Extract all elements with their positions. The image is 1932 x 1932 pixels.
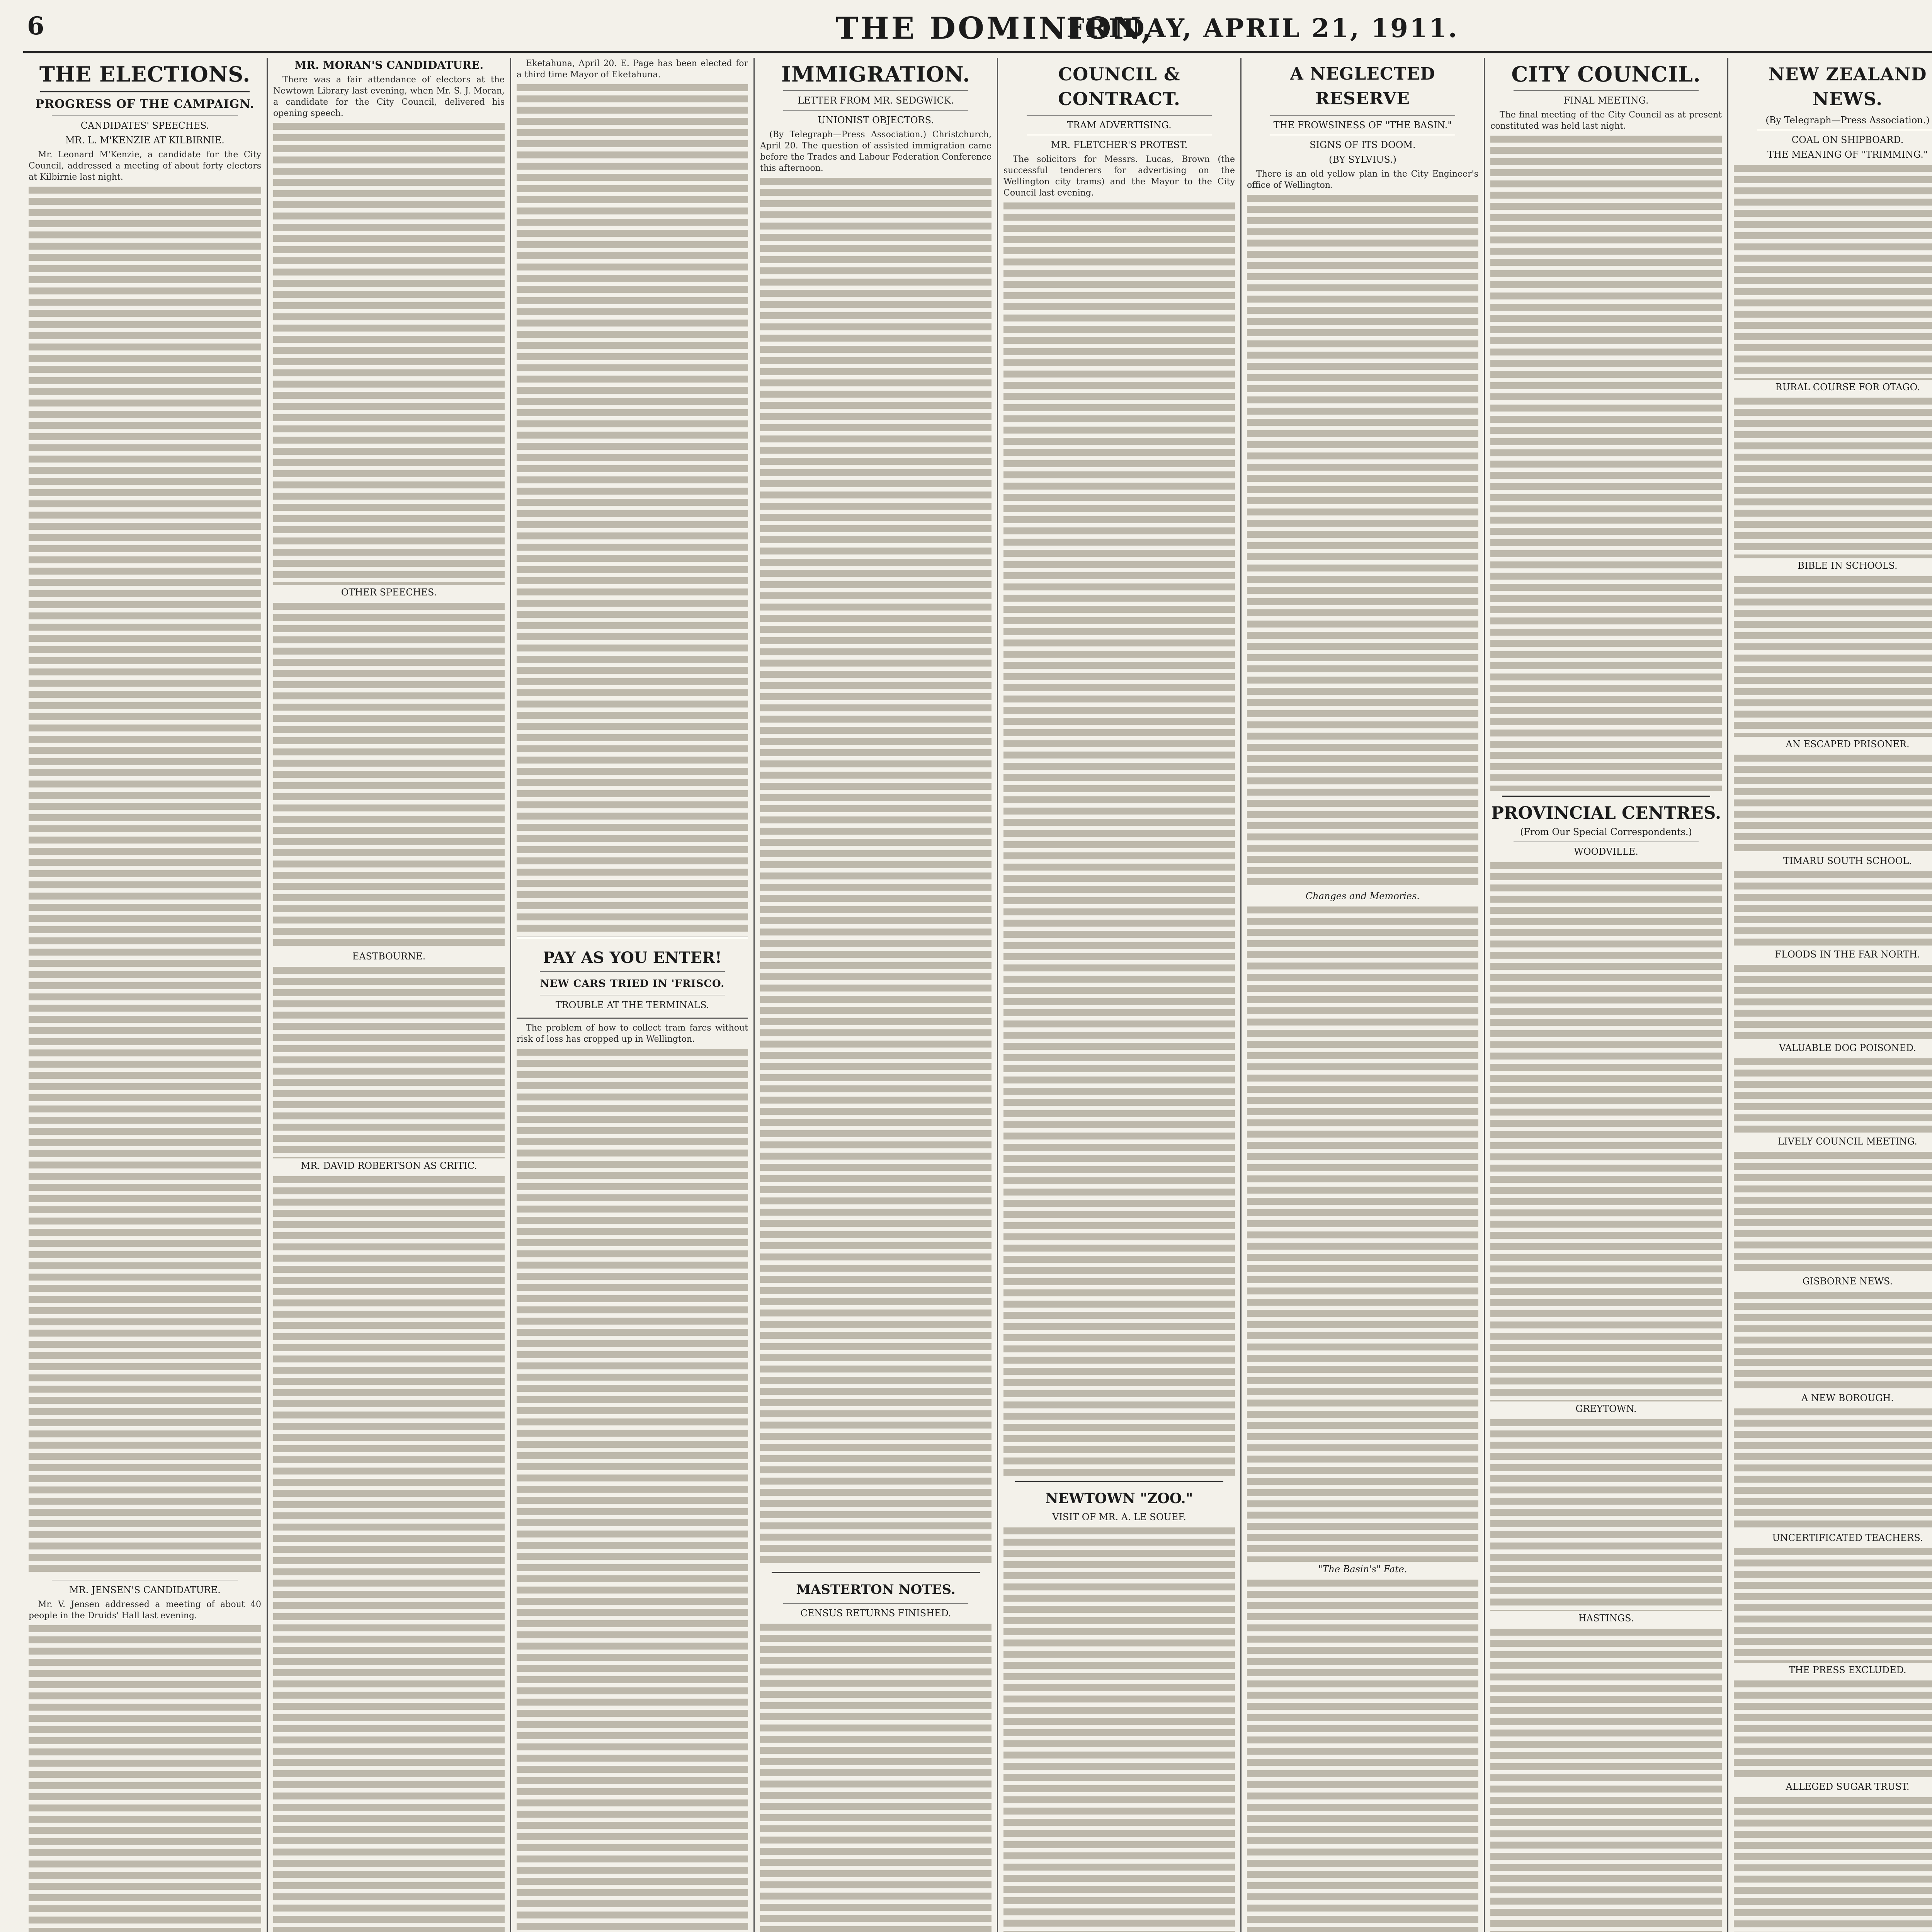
column-heading: IMMIGRATION. <box>781 62 971 87</box>
headline: PAY AS YOU ENTER! <box>543 949 722 967</box>
subheading: LETTER FROM MR. SEDGWICK. <box>798 95 954 106</box>
subheading: FLOODS IN THE FAR NORTH. <box>1775 949 1920 960</box>
subheading: PROGRESS OF THE CAMPAIGN. <box>35 97 255 111</box>
subheading: GREYTOWN. <box>1575 1403 1637 1414</box>
article-paragraph: Mr. V. Jensen addressed a meeting of about 40 people in the Druids' Hall last evening. <box>29 1600 261 1621</box>
subheading: EASTBOURNE. <box>352 951 426 962</box>
subheading: "The Basin's" Fate. <box>1318 1564 1407 1575</box>
subheading: MR. FLETCHER'S PROTEST. <box>1051 139 1188 150</box>
subheading: UNCERTIFICATED TEACHERS. <box>1772 1532 1923 1543</box>
article-paragraph: (By Telegraph—Press Association.) Christchurch, April 20. The question of assisted immigration came before the Trades and Labour Federation Conference this afternoon. <box>760 130 992 173</box>
article-paragraph: Mr. Leonard M'Kenzie, a candidate for the City Council, addressed a meeting of about forty electors at Kilbirnie last night. <box>29 150 261 182</box>
column-moran <box>268 58 510 1932</box>
article-paragraph: There was a fair attendance of electors at the Newtown Library last evening, when Mr. S. J. Moran, a candidate for the City Council, delivered his opening speech. <box>273 75 505 118</box>
article-body-texture <box>1490 1418 1722 1611</box>
subheading: (From Our Special Correspondents.) <box>1520 827 1692 837</box>
article-body-texture <box>1734 1547 1932 1663</box>
article-body-texture <box>517 83 748 933</box>
article-body-texture <box>1734 575 1932 737</box>
article-body-texture <box>517 1047 748 1932</box>
subheading: TRAM ADVERTISING. <box>1067 120 1172 131</box>
article-text <box>29 149 261 1576</box>
headline: MASTERTON NOTES. <box>796 1582 956 1597</box>
column-heading: MR. MORAN'S CANDIDATURE. <box>294 59 484 71</box>
article-body-texture <box>29 1624 261 1932</box>
column-neglected-reserve <box>1242 58 1484 1932</box>
article-text <box>760 129 992 1567</box>
article-body-texture <box>1734 753 1932 854</box>
page-number: 6 <box>27 12 44 41</box>
column-tram-fares <box>511 58 753 1932</box>
article-text <box>517 1022 748 1932</box>
article-paragraph: There is an old yellow plan in the City Engineer's office of Wellington. <box>1247 169 1478 190</box>
subheading: THE MEANING OF "TRIMMING." <box>1767 149 1928 160</box>
article-text <box>273 74 505 585</box>
headline: PROVINCIAL CENTRES. <box>1491 803 1721 823</box>
article-body-texture <box>1734 963 1932 1041</box>
subheading: MR. JENSEN'S CANDIDATURE. <box>69 1585 221 1595</box>
subheading: FINAL MEETING. <box>1563 95 1649 106</box>
subheading: GISBORNE NEWS. <box>1802 1276 1893 1287</box>
subheading: VISIT OF MR. A. LE SOUEF. <box>1052 1512 1186 1522</box>
article-body-texture <box>1734 1150 1932 1274</box>
article-body-texture <box>1734 1057 1932 1134</box>
article-paragraph: The final meeting of the City Council as at present constituted was held last night. <box>1490 110 1722 131</box>
subheading: (BY SYLVIUS.) <box>1328 154 1397 165</box>
article-body-texture <box>1490 134 1722 791</box>
subheading: CANDIDATES' SPEECHES. <box>80 120 209 131</box>
article-text <box>29 1599 261 1932</box>
subheading: UNIONIST OBJECTORS. <box>818 115 934 126</box>
article-text <box>517 58 748 933</box>
column-nz-news <box>1728 58 1932 1932</box>
article-body-texture <box>1490 861 1722 1401</box>
article-body-texture <box>1734 1407 1932 1531</box>
column-immigration <box>755 58 997 1932</box>
masthead <box>23 8 1932 50</box>
column-heading: COUNCIL & CONTRACT. <box>1058 64 1180 109</box>
article-text <box>1490 109 1722 791</box>
article-body-texture <box>273 1175 505 1932</box>
column-heading: THE ELECTIONS. <box>39 62 251 87</box>
article-body-texture <box>1734 396 1932 558</box>
subheading: ALLEGED SUGAR TRUST. <box>1786 1781 1910 1792</box>
column-heading: CITY COUNCIL. <box>1511 62 1701 87</box>
column-council-contract <box>998 58 1240 1932</box>
article-body-texture <box>273 965 505 1158</box>
article-body-texture <box>760 176 992 1567</box>
article-paragraph: The solicitors for Messrs. Lucas, Brown (the successful tenderers for advertising on the Wellington city trams) and the Mayor to the City Council last evening. <box>1003 155 1235 198</box>
article-text <box>1003 154 1235 1476</box>
subheading: RURAL COURSE FOR OTAGO. <box>1775 382 1920 393</box>
article-body-texture <box>1247 193 1478 889</box>
article-body-texture <box>1734 163 1932 380</box>
subheading: THE FROWSINESS OF "THE BASIN." <box>1273 120 1452 131</box>
subheading: LIVELY COUNCIL MEETING. <box>1778 1136 1917 1147</box>
subheading: SIGNS OF ITS DOOM. <box>1310 139 1416 150</box>
headline: NEWTOWN "ZOO." <box>1045 1490 1193 1507</box>
subheading: NEW CARS TRIED IN 'FRISCO. <box>540 978 725 990</box>
subheading: TROUBLE AT THE TERMINALS. <box>555 1000 709 1010</box>
column-heading: NEW ZEALAND NEWS. <box>1768 64 1927 109</box>
article-body-texture <box>1734 870 1932 947</box>
subheading: VALUABLE DOG POISONED. <box>1779 1043 1916 1053</box>
subheading: WOODVILLE. <box>1574 846 1638 857</box>
article-text <box>1247 168 1478 889</box>
article-paragraph: The problem of how to collect tram fares without risk of loss has cropped up in Wellington. <box>517 1023 748 1044</box>
masthead-rule <box>23 51 1932 53</box>
masthead-title: THE DOMINION, <box>836 11 1154 46</box>
subheading: BIBLE IN SCHOOLS. <box>1798 560 1898 571</box>
article-body-texture <box>1247 905 1478 1562</box>
article-body-texture <box>1734 1290 1932 1391</box>
column-city-council <box>1485 58 1727 1932</box>
subheading: A NEW BOROUGH. <box>1801 1393 1894 1403</box>
article-body-texture <box>273 121 505 585</box>
article-body-texture <box>760 1622 992 1932</box>
article-body-texture <box>1003 201 1235 1476</box>
subheading: TIMARU SOUTH SCHOOL. <box>1783 855 1912 866</box>
subheading: MR. DAVID ROBERTSON AS CRITIC. <box>301 1160 477 1171</box>
article-body-texture <box>1490 1627 1722 1932</box>
article-body-texture <box>1003 1526 1235 1932</box>
subheading: Changes and Memories. <box>1305 891 1420 901</box>
article-body-texture <box>1247 1578 1478 1932</box>
column-elections <box>23 58 267 1932</box>
article-body-texture <box>1734 1796 1932 1932</box>
article-paragraph: Eketahuna, April 20. E. Page has been elected for a third time Mayor of Eketahuna. <box>517 59 748 80</box>
subheading: OTHER SPEECHES. <box>341 587 437 598</box>
subheading: COAL ON SHIPBOARD. <box>1791 134 1904 145</box>
article-body-texture <box>29 185 261 1576</box>
article-body-texture <box>1734 1679 1932 1779</box>
subheading: (By Telegraph—Press Association.) <box>1765 115 1930 126</box>
subheading: HASTINGS. <box>1578 1613 1634 1624</box>
subheading: AN ESCAPED PRISONER. <box>1786 739 1910 750</box>
column-heading: A NEGLECTED RESERVE <box>1290 64 1435 109</box>
subheading: THE PRESS EXCLUDED. <box>1789 1665 1906 1675</box>
subheading: CENSUS RETURNS FINISHED. <box>800 1608 951 1619</box>
article-body-texture <box>273 601 505 949</box>
subheading: MR. L. M'KENZIE AT KILBIRNIE. <box>65 135 224 146</box>
issue-date: FRIDAY, APRIL 21, 1911. <box>1066 13 1459 43</box>
newspaper-title <box>23 11 1932 46</box>
